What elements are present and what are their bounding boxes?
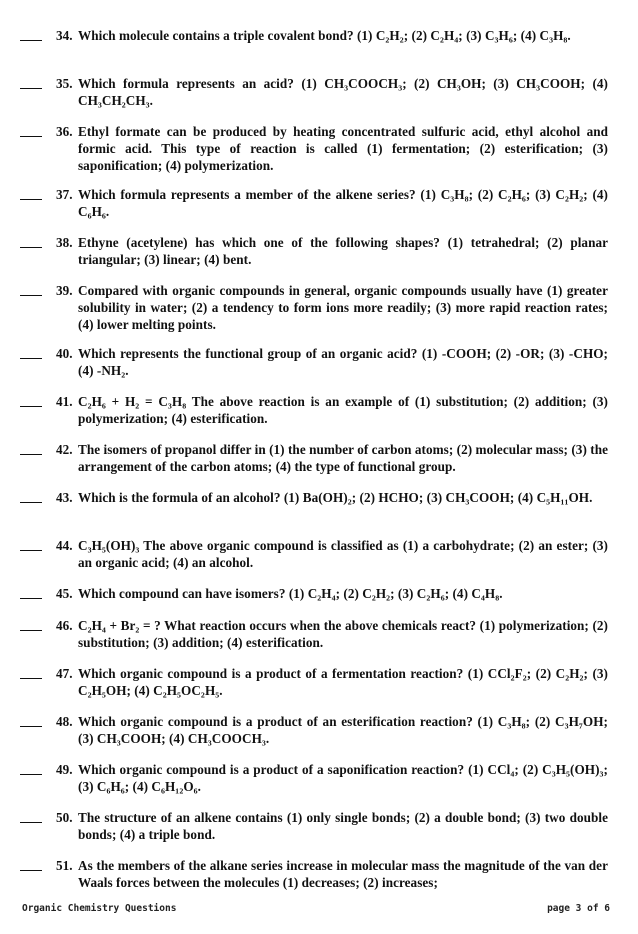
question-number: 37. [56, 187, 73, 202]
question-text: Which molecule contains a triple covalent bond? (1) C₂H₂; (2) C₂H₄; (3) C₃H₆; (4) C₃H₈. [78, 28, 571, 43]
question-number: 51. [56, 858, 73, 873]
question-number: 45. [56, 586, 73, 601]
question-text: Which organic compound is a product of an esterification reaction? (1) C₃H₈; (2) C₃H₇OH; (3) CH₃COOH; (4) CH₃COOCH₃. [78, 714, 608, 746]
answer-blank [20, 358, 42, 359]
answer-blank [20, 502, 42, 503]
answer-blank [20, 40, 42, 41]
answer-blank [20, 247, 42, 248]
question-number: 39. [56, 283, 73, 298]
footer-title: Organic Chemistry Questions [22, 903, 177, 914]
answer-blank [20, 822, 42, 823]
question-text: Which is the formula of an alcohol? (1) Ba(OH)₂; (2) HCHO; (3) CH₃COOH; (4) C₅H₁₁OH. [78, 490, 593, 505]
answer-blank [20, 454, 42, 455]
answer-blank [20, 870, 42, 871]
question-number: 38. [56, 235, 73, 250]
question-47 [20, 665, 608, 699]
question-text: Which compound can have isomers? (1) C₂H₄; (2) C₂H₂; (3) C₂H₆; (4) C₄H₈. [78, 586, 503, 601]
question-39 [20, 282, 608, 333]
question-44 [20, 537, 608, 571]
question-number: 36. [56, 124, 73, 139]
question-text: Ethyne (acetylene) has which one of the following shapes? (1) tetrahedral; (2) planar triangular; (3) linear; (4) bent. [78, 235, 608, 267]
answer-blank [20, 550, 42, 551]
question-text: C₃H₅(OH)₃ The above organic compound is classified as (1) a carbohydrate; (2) an ester; (3) an organic acid; (4) an alcohol. [78, 538, 608, 570]
answer-blank [20, 774, 42, 775]
question-text: As the members of the alkane series increase in molecular mass the magnitude of the van der Waals forces between the molecules (1) decreases; (2) increases; [78, 858, 608, 890]
question-34 [20, 27, 608, 44]
question-text: The structure of an alkene contains (1) only single bonds; (2) a double bond; (3) two double bonds; (4) a triple bond. [78, 810, 608, 842]
answer-blank [20, 678, 42, 679]
question-number: 40. [56, 346, 73, 361]
question-number: 50. [56, 810, 73, 825]
question-number: 44. [56, 538, 73, 553]
question-text: Which organic compound is a product of a saponification reaction? (1) CCl₄; (2) C₃H₅(OH)₃; (3) C₆H₆; (4) C₆H₁₂O₆. [78, 762, 608, 794]
answer-blank [20, 295, 42, 296]
question-48 [20, 713, 608, 747]
question-number: 41. [56, 394, 73, 409]
question-number: 35. [56, 76, 73, 91]
question-43 [20, 489, 608, 506]
question-38 [20, 234, 608, 268]
answer-blank [20, 406, 42, 407]
question-text: C₂H₆ + H₂ = C₃H₈ The above reaction is an example of (1) substitution; (2) addition; (3) polymerization; (4) esterification. [78, 394, 608, 426]
question-number: 47. [56, 666, 73, 681]
answer-blank [20, 199, 42, 200]
question-text: Which formula represents an acid? (1) CH₃COOCH₃; (2) CH₃OH; (3) CH₃COOH; (4) CH₃CH₂CH₃. [78, 76, 608, 108]
question-49 [20, 761, 608, 795]
question-42 [20, 441, 608, 475]
page-number: page 3 of 6 [547, 903, 610, 914]
answer-blank [20, 598, 42, 599]
question-number: 43. [56, 490, 73, 505]
question-text: The isomers of propanol differ in (1) the number of carbon atoms; (2) molecular mass; (3) the arrangement of the carbon atoms; (4) the type of functional group. [78, 442, 608, 474]
question-text: Which organic compound is a product of a fermentation reaction? (1) CCl₂F₂; (2) C₂H₂; (3) C₂H₅OH; (4) C₂H₅OC₂H₅. [78, 666, 608, 698]
question-41 [20, 393, 608, 427]
question-35 [20, 75, 608, 109]
question-number: 49. [56, 762, 73, 777]
question-36 [20, 123, 608, 174]
answer-blank [20, 630, 42, 631]
question-40 [20, 345, 608, 379]
question-text: Compared with organic compounds in general, organic compounds usually have (1) greater solubility in water; (2) a tendency to form ions more readily; (3) more rapid reaction rates; (4) lower melting points. [78, 283, 608, 332]
question-number: 42. [56, 442, 73, 457]
answer-blank [20, 136, 42, 137]
question-number: 46. [56, 618, 73, 633]
question-45 [20, 585, 608, 602]
question-50 [20, 809, 608, 843]
question-51 [20, 857, 608, 891]
question-text: Which represents the functional group of an organic acid? (1) -COOH; (2) -OR; (3) -CHO; (4) -NH₂. [78, 346, 608, 378]
question-46 [20, 617, 608, 651]
question-37 [20, 186, 608, 220]
question-text: Ethyl formate can be produced by heating concentrated sulfuric acid, ethyl alcohol and formic acid. This type of reaction is called (1) fermentation; (2) esterification; (3) saponification; (4) polymerization. [78, 124, 608, 173]
question-number: 48. [56, 714, 73, 729]
question-number: 34. [56, 28, 73, 43]
answer-blank [20, 726, 42, 727]
answer-blank [20, 88, 42, 89]
question-text: C₂H₄ + Br₂ = ? What reaction occurs when the above chemicals react? (1) polymerization; (2) substitution; (3) addition; (4) esterification. [78, 618, 608, 650]
question-text: Which formula represents a member of the alkene series? (1) C₃H₈; (2) C₂H₆; (3) C₂H₂; (4) C₆H₆. [78, 187, 608, 219]
